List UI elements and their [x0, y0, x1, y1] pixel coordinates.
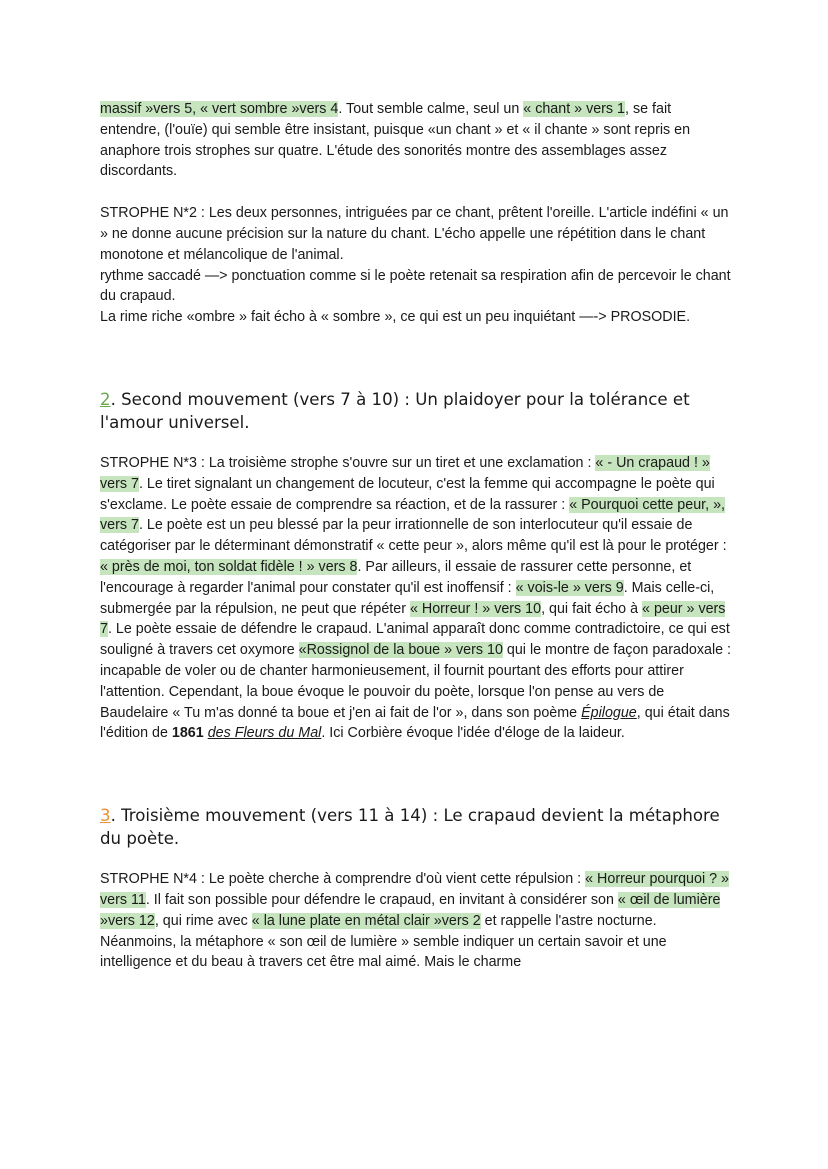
document-page — [100, 99, 732, 973]
highlight: « la lune plate en métal clair »vers 2 — [251, 912, 481, 929]
highlight: « œil de lumière »vers 12 — [100, 891, 721, 929]
highlight: « peur » vers 7 — [100, 600, 726, 638]
paragraph-rime: La rime riche «ombre » fait écho à « sombre », ce qui est un peu inquiétant —-> PROSODIE. — [100, 309, 691, 326]
highlight: massif »vers 5, « vert sombre »vers 4 — [100, 101, 339, 117]
highlight: « chant » vers 1 — [523, 101, 626, 117]
poem-title: Épilogue — [581, 704, 637, 721]
paragraph-strophe-4: STROPHE N*4 : Le poète cherche à comprendre d'où vient cette répulsion : « Horreur pourquoi ? » vers 11. Il fait son possible pour défendre le crapaud, en invitant à considérer son « œil de lumière »vers 12, qui rime avec « la lune plate en métal clair »vers 2 et rappelle l'astre nocturne. Néanmoins, la métaphore « son œil de lumière » semble indiquer un certain savoir et une intelligence et du beau à travers cet être mal aimé. Mais le charme — [100, 871, 729, 971]
highlight: « vois-le » vers 9 — [515, 579, 624, 596]
paragraph-strophe-2: STROPHE N*2 : Les deux personnes, intriguées par ce chant, prêtent l'oreille. L'article indéfini « un » ne donne aucune précision sur la nature du chant. L'écho appelle une répétition dans le chant monotone et mélancolique de l'animal. — [100, 205, 729, 263]
highlight: « Horreur pourquoi ? » vers 11 — [100, 871, 729, 908]
section-heading-3: 3. Troisième mouvement (vers 11 à 14) : Le crapaud devient la métaphore du poète. — [100, 806, 720, 849]
highlight: « Horreur ! » vers 10 — [409, 600, 542, 617]
paragraph-strophe-3: STROPHE N*3 : La troisième strophe s'ouvre sur un tiret et une exclamation : « - Un crapaud ! » vers 7. Le tiret signalant un changement de locuteur, c'est la femme qui accompagne le poète qui s'exclame. Le poète essaie de comprendre sa réaction, et de la rassurer : « Pourquoi cette peur, », vers 7. Le poète est un peu blessé par la peur irrationnelle de son interlocuteur qu'il essaie de catégoriser par le déterminant démonstratif « cette peur », alors même qu'il est là pour le protéger : « près de moi, ton soldat fidèle ! » vers 8. Par ailleurs, il essaie de rassurer cette personne, et l'encourage à regarder l'animal pour constater qu'il est inoffensif : « vois-le » vers 9. Mais celle-ci, submergée par la répulsion, ne peut que répéter « Horreur ! » vers 10, qui fait écho à « peur » vers 7. Le poète essaie de défendre le crapaud. L'animal apparaît donc comme contradictoire, ce qui est souligné à travers cet oxymore «Rossignol de la boue » vers 10 qui le montre de façon paradoxale : incapable de voler ou de chanter harmonieusement, il fournit pourtant des efforts pour attirer l'attention. Cependant, la boue évoque le pouvoir du poète, lorsque l'on pense au vers de Baudelaire « Tu m'as donné ta boue et j'en ai fait de l'or », dans son poème Épilogue, qui était dans l'édition de 1861 des Fleurs du Mal. Ici Corbière évoque l'idée d'éloge de la laideur. — [100, 454, 732, 742]
highlight: «Rossignol de la boue » vers 10 — [298, 642, 503, 659]
paragraph-strophe-1-end: massif »vers 5, « vert sombre »vers 4. Tout semble calme, seul un « chant » vers 1, se fait entendre, (l'ouïe) qui semble être insistant, puisque «un chant » et « il chante » sont repris en anaphore trois strophes sur quatre. L'étude des sonorités montre des assemblages assez discordants. — [100, 101, 691, 180]
year: 1861 — [171, 725, 204, 742]
paragraph-rythme: rythme saccadé —> ponctuation comme si le poète retenait sa respiration afin de percevoir le chant du crapaud. — [100, 267, 731, 305]
highlight: « près de moi, ton soldat fidèle ! » vers 8 — [100, 558, 358, 575]
highlight: « Pourquoi cette peur, », vers 7 — [100, 496, 726, 534]
section-heading-2: 2. Second mouvement (vers 7 à 10) : Un plaidoyer pour la tolérance et l'amour universel. — [100, 389, 690, 432]
section-number[interactable]: 2 — [100, 389, 111, 409]
book-title: des Fleurs du Mal — [207, 725, 322, 742]
section-number[interactable]: 3 — [100, 806, 111, 826]
highlight: « - Un crapaud ! » vers 7 — [100, 454, 710, 492]
